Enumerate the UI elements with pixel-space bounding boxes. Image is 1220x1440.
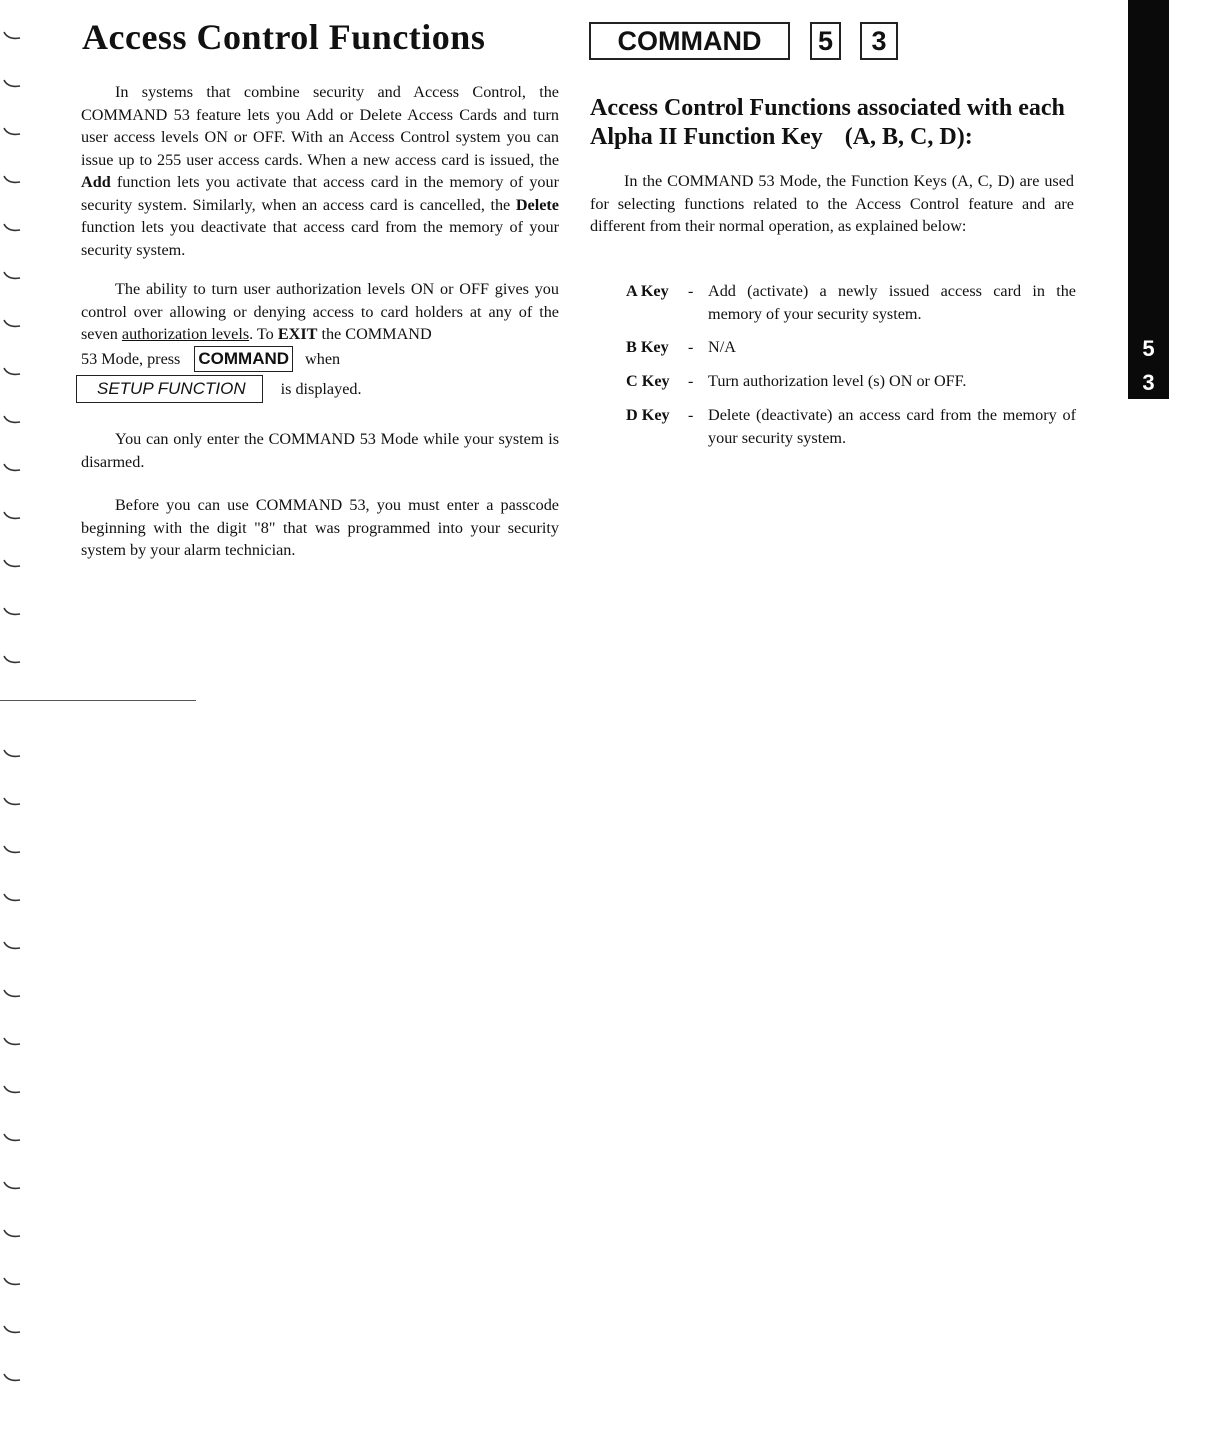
binding-mark xyxy=(2,940,22,952)
key-row-b xyxy=(626,336,1076,360)
binding-mark xyxy=(2,1132,22,1144)
key-dash: - xyxy=(688,282,694,300)
key-label: C Key xyxy=(626,372,670,390)
section-tab-digit: 3 xyxy=(1142,370,1155,395)
binding-mark xyxy=(2,510,22,522)
binding-mark xyxy=(2,462,22,474)
binding-mark xyxy=(2,606,22,618)
passcode-text: Before you can use COMMAND 53, you must enter a passcode beginning with the digit "8" that was programmed into your security system by your alarm technician. xyxy=(81,496,559,559)
authorization-text: The ability to turn user authorization levels ON or OFF gives you control over allowing or denying access to card holders at any of the seven xyxy=(81,280,559,343)
exit-instruction-text: 53 Mode, press xyxy=(81,350,181,368)
disarmed-paragraph xyxy=(81,428,559,473)
key-label: A Key xyxy=(626,282,669,300)
binding-mark xyxy=(2,270,22,282)
key-dash: - xyxy=(688,406,694,424)
setup-function-display: SETUP FUNCTION xyxy=(76,375,263,403)
binding-mark xyxy=(2,1036,22,1048)
intro-paragraph xyxy=(81,81,559,261)
exit-keyword: EXIT xyxy=(277,325,318,343)
section-tab xyxy=(1128,0,1169,399)
binding-mark xyxy=(2,318,22,330)
digit-key-box: 5 xyxy=(810,22,841,60)
divider xyxy=(0,700,196,701)
digit-key-box: 3 xyxy=(860,22,898,60)
binding-mark xyxy=(2,654,22,666)
key-row-c xyxy=(626,370,1076,394)
intro-text-end: function lets you deactivate that access card from the memory of your security system. xyxy=(81,218,559,259)
key-label: B Key xyxy=(626,338,669,356)
key-row-a xyxy=(626,280,1076,326)
binding-mark xyxy=(2,748,22,760)
display-line xyxy=(76,375,406,403)
intro-text: In systems that combine security and Access Control, the COMMAND 53 feature lets you Add or Delete Access Cards and turn user access levels ON or OFF. With an Access Control system you can issue up to 255 user access cards. When a new access card is issued, the xyxy=(81,83,559,169)
key-description: Delete (deactivate) an access card from the memory of your security system. xyxy=(708,406,1076,447)
key-description: Add (activate) a newly issued access card in the memory of your security system. xyxy=(708,282,1076,323)
function-keys-intro-text: In the COMMAND 53 Mode, the Function Keys (A, C, D) are used for selecting functions related to the Access Control feature and are different from their normal operation, as explained below: xyxy=(590,172,1074,235)
binding-mark xyxy=(2,1324,22,1336)
key-dash: - xyxy=(688,338,694,356)
binding-mark xyxy=(2,174,22,186)
binding-mark xyxy=(2,78,22,90)
binding-mark xyxy=(2,366,22,378)
binding-mark xyxy=(2,222,22,234)
key-description: Turn authorization level (s) ON or OFF. xyxy=(708,372,967,390)
binding-mark xyxy=(2,796,22,808)
binding-mark xyxy=(2,126,22,138)
authorization-paragraph xyxy=(81,278,559,346)
binding-mark xyxy=(2,558,22,570)
binding-mark xyxy=(2,892,22,904)
binding-mark xyxy=(2,1228,22,1240)
function-keys-heading xyxy=(590,94,1090,152)
heading-keys: (A, B, C, D): xyxy=(844,124,973,150)
binding-mark xyxy=(2,1180,22,1192)
binding-mark xyxy=(2,1276,22,1288)
disarmed-text: You can only enter the COMMAND 53 Mode while your system is disarmed. xyxy=(81,430,559,471)
key-row-d xyxy=(626,404,1076,450)
command-key-inline: COMMAND xyxy=(194,346,293,372)
binding-mark xyxy=(2,1372,22,1384)
heading-line xyxy=(590,123,1090,152)
passcode-paragraph xyxy=(81,494,559,562)
binding-mark xyxy=(2,1084,22,1096)
authorization-levels-text: authorization levels xyxy=(121,325,250,343)
binding-mark xyxy=(2,30,22,42)
key-label: D Key xyxy=(626,406,670,424)
intro-text-mid: function lets you activate that access card in the memory of your security system. Similarly, when an access card is cancelled, the xyxy=(81,173,560,214)
heading-line-text: Alpha II Function Key xyxy=(590,124,823,150)
section-tab-digit: 5 xyxy=(1142,336,1155,361)
add-keyword: Add xyxy=(81,173,111,191)
page-title: Access Control Functions xyxy=(82,17,486,57)
authorization-text-mid: . To xyxy=(249,325,274,343)
heading-line: Access Control Functions associated with each xyxy=(590,95,1065,121)
exit-instruction-when: when xyxy=(305,350,341,368)
binding-marks xyxy=(0,0,30,1440)
authorization-text-end: the COMMAND xyxy=(321,325,432,343)
binding-mark xyxy=(2,844,22,856)
key-description: N/A xyxy=(708,338,736,356)
key-dash: - xyxy=(688,372,694,390)
binding-mark xyxy=(2,988,22,1000)
function-keys-intro xyxy=(590,170,1074,238)
delete-keyword: Delete xyxy=(515,195,559,214)
exit-instruction-line xyxy=(81,346,559,372)
command-key-box: COMMAND xyxy=(589,22,790,60)
binding-mark xyxy=(2,414,22,426)
display-line-text: is displayed. xyxy=(280,380,362,398)
